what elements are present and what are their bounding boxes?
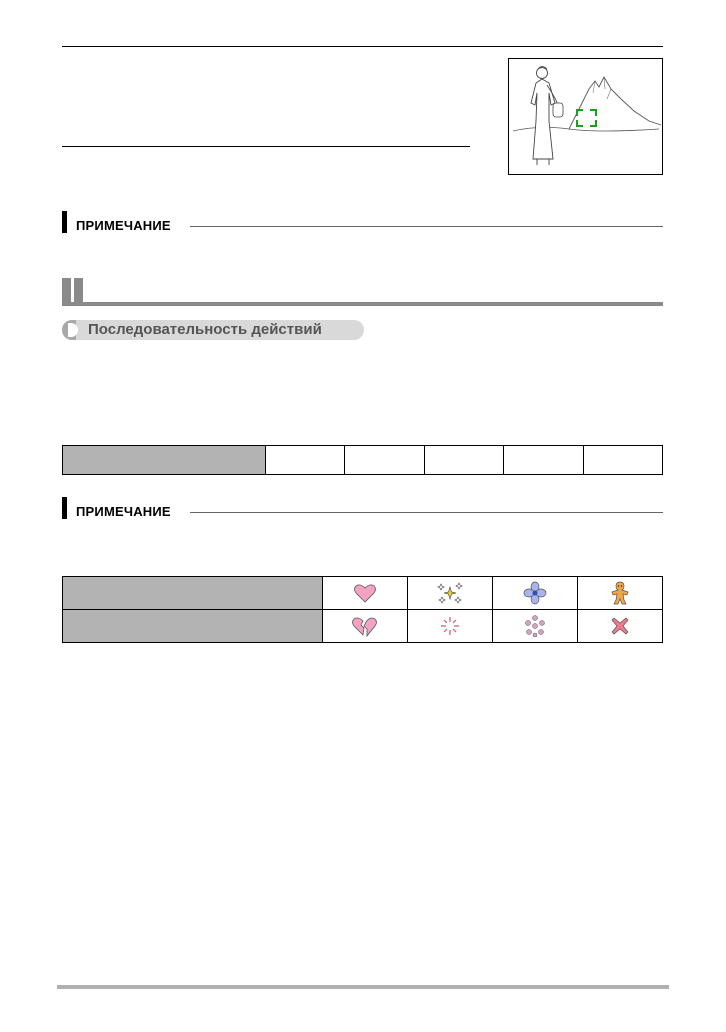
note-header-1 (62, 211, 663, 233)
table-cell (408, 577, 493, 610)
table-cell (345, 446, 424, 475)
burst-icon (439, 615, 461, 637)
section-marker (62, 278, 71, 304)
icon-table (62, 576, 663, 643)
settings-table (62, 445, 663, 475)
note-label: ПРИМЕЧАНИЕ (76, 504, 171, 519)
table-cell (493, 577, 578, 610)
flower-icon (523, 581, 547, 605)
table-cell (323, 577, 408, 610)
note-label: ПРИМЕЧАНИЕ (76, 218, 171, 233)
table-row (63, 446, 663, 475)
focus-frame-icon (577, 110, 596, 126)
broken-heart-icon (351, 615, 379, 637)
mid-rule (62, 146, 470, 147)
table-cell (504, 446, 583, 475)
cross-icon (610, 616, 630, 636)
gingerbread-icon (610, 581, 630, 605)
scattered-flower-icon (523, 614, 547, 638)
heart-icon (353, 583, 377, 603)
section-marker-2 (74, 278, 83, 304)
section-underline (62, 302, 663, 306)
table-header-cell (63, 577, 323, 610)
procedure-badge (62, 320, 364, 340)
note-marker (62, 497, 67, 519)
procedure-badge-notch (68, 323, 78, 337)
table-cell (424, 446, 503, 475)
section-header (62, 278, 663, 306)
footer-rule (57, 985, 669, 989)
table-cell (583, 446, 662, 475)
woman-mountain-drawing (509, 59, 662, 174)
table-cell (493, 610, 578, 643)
note-rule (190, 226, 663, 227)
procedure-label: Последовательность действий (88, 321, 322, 338)
table-header-cell (63, 446, 266, 475)
table-cell (323, 610, 408, 643)
note-marker (62, 211, 67, 233)
sparkle-icon (437, 581, 463, 605)
table-header-cell (63, 610, 323, 643)
top-rule (62, 46, 663, 47)
table-cell (578, 577, 663, 610)
table-row (63, 577, 663, 610)
table-cell (265, 446, 344, 475)
table-cell (408, 610, 493, 643)
table-cell (578, 610, 663, 643)
note-rule (190, 512, 663, 513)
note-header-2 (62, 497, 663, 519)
camera-preview-illustration (508, 58, 663, 175)
table-row (63, 610, 663, 643)
